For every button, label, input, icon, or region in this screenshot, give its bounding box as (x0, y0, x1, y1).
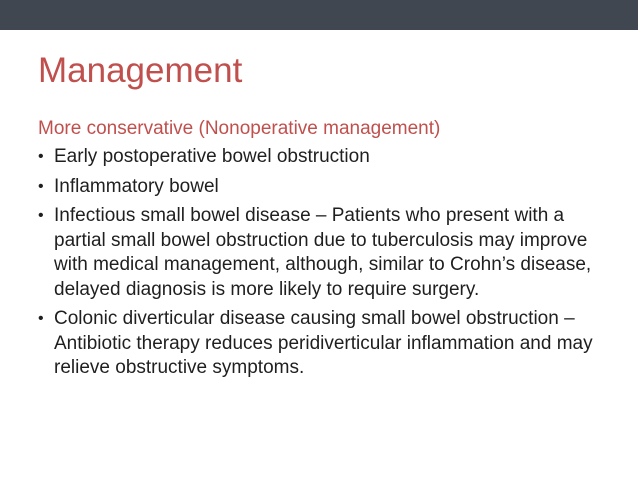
bullet-dot-icon: • (38, 207, 44, 224)
bullet-text: Early postoperative bowel obstruction (54, 146, 370, 167)
slide-content (38, 116, 598, 386)
bullet-text: Colonic diverticular disease causing small bowel obstruction – Antibiotic therapy reduces peridiverticular inflammation and may relieve obstructive symptoms. (54, 308, 593, 378)
bullet-dot-icon: • (38, 177, 44, 195)
subheading: More conservative (Nonoperative management) (38, 118, 441, 139)
bullet-item (38, 145, 598, 170)
bullet-item (38, 175, 598, 200)
top-bar (0, 0, 638, 30)
bullet-dot-icon: • (38, 148, 44, 165)
bullet-list (38, 145, 598, 381)
bullet-item (38, 204, 598, 302)
bullet-text: Infectious small bowel disease – Patients who present with a partial small bowel obstruction due to tuberculosis may improve with medical management, although, similar to Crohn’s disease, delayed diagnosis is more likely to require surgery. (54, 205, 592, 300)
slide-title: Management (38, 51, 243, 90)
bullet-item (38, 307, 598, 381)
bullet-dot-icon: • (38, 310, 44, 327)
bullet-text: Inflammatory bowel (54, 175, 219, 197)
